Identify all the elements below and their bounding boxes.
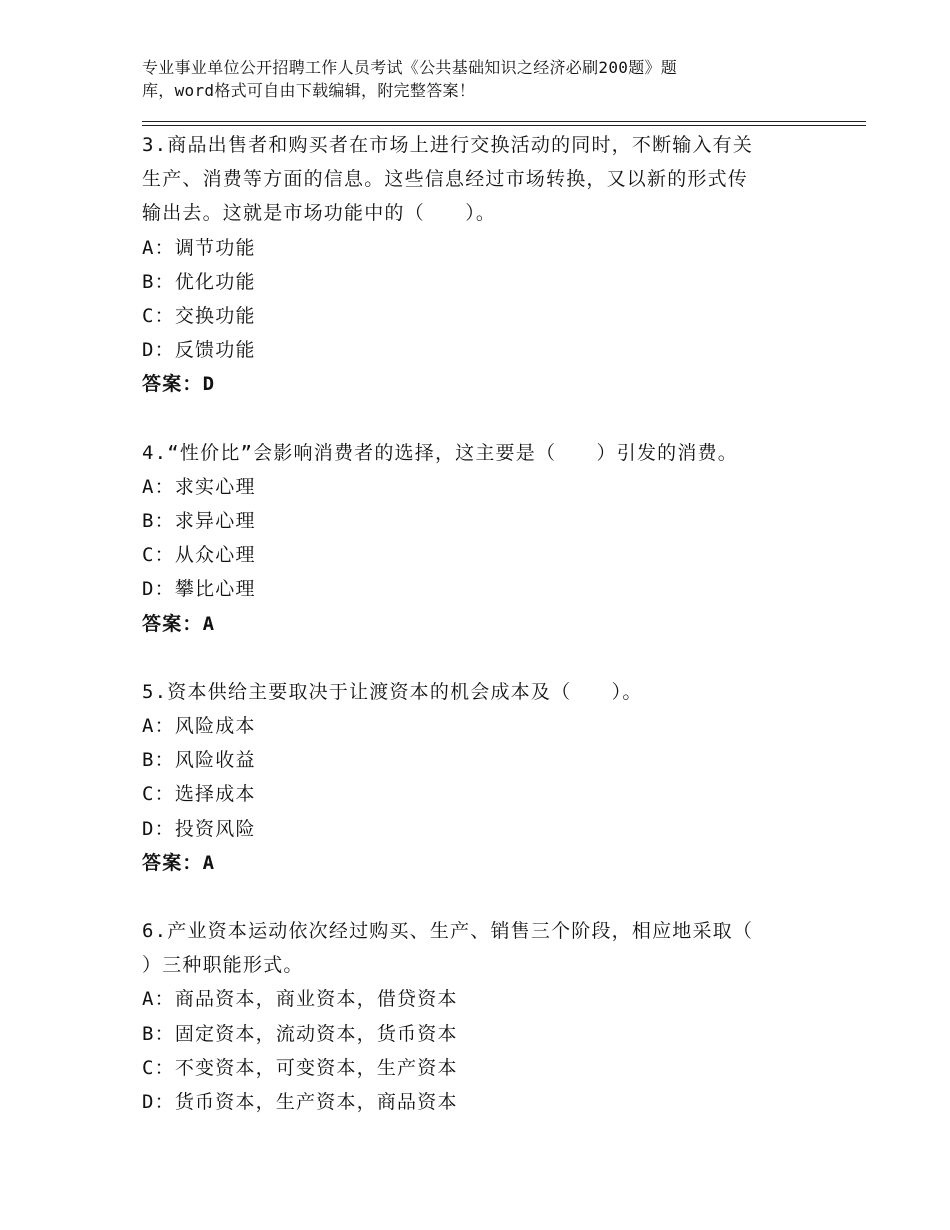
question-list [142, 128, 822, 1153]
document-header [142, 56, 782, 102]
answer-label: 答案：A [142, 851, 216, 874]
option-c: C：不变资本，可变资本，生产资本 [142, 1056, 458, 1079]
option-b: B：固定资本，流动资本，货币资本 [142, 1022, 458, 1045]
question-stem-line: 6.产业资本运动依次经过购买、生产、销售三个阶段，相应地采取（ [142, 920, 754, 943]
header-line-2: 库，word格式可自由下载编辑，附完整答案！ [142, 81, 476, 100]
question-stem-line: 4.“性价比”会影响消费者的选择，这主要是（ ）引发的消费。 [142, 441, 738, 464]
question-4 [142, 436, 822, 641]
header-rule-top [142, 121, 866, 122]
question-stem-line: 输出去。这就是市场功能中的（ ）。 [142, 202, 497, 225]
header-line-1: 专业事业单位公开招聘工作人员考试《公共基础知识之经济必刷200题》题 [142, 58, 678, 77]
question-5 [142, 675, 822, 880]
option-b: B：优化功能 [142, 270, 256, 293]
option-a: A：求实心理 [142, 475, 256, 498]
option-a: A：风险成本 [142, 715, 256, 738]
option-d: D：投资风险 [142, 817, 256, 840]
question-stem-line: 5.资本供给主要取决于让渡资本的机会成本及（ ）。 [142, 680, 643, 703]
header-rule-bottom [142, 125, 866, 126]
option-d: D：攀比心理 [142, 578, 256, 601]
option-b: B：风险收益 [142, 749, 256, 772]
answer-label: 答案：A [142, 612, 216, 635]
option-c: C：交换功能 [142, 305, 256, 328]
option-b: B：求异心理 [142, 510, 256, 533]
option-d: D：货币资本，生产资本，商品资本 [142, 1091, 458, 1114]
question-stem-line: ）三种职能形式。 [142, 954, 304, 977]
question-stem-line: 3.商品出售者和购买者在市场上进行交换活动的同时，不断输入有关 [142, 134, 754, 156]
question-6 [142, 914, 822, 1119]
question-3 [142, 128, 822, 402]
answer-label: 答案：D [142, 373, 216, 396]
option-a: A：商品资本，商业资本，借贷资本 [142, 988, 458, 1011]
option-c: C：选择成本 [142, 783, 256, 806]
option-d: D：反馈功能 [142, 339, 256, 362]
option-c: C：从众心理 [142, 544, 256, 567]
option-a: A：调节功能 [142, 236, 256, 259]
question-stem-line: 生产、消费等方面的信息。这些信息经过市场转换，又以新的形式传 [142, 168, 749, 191]
